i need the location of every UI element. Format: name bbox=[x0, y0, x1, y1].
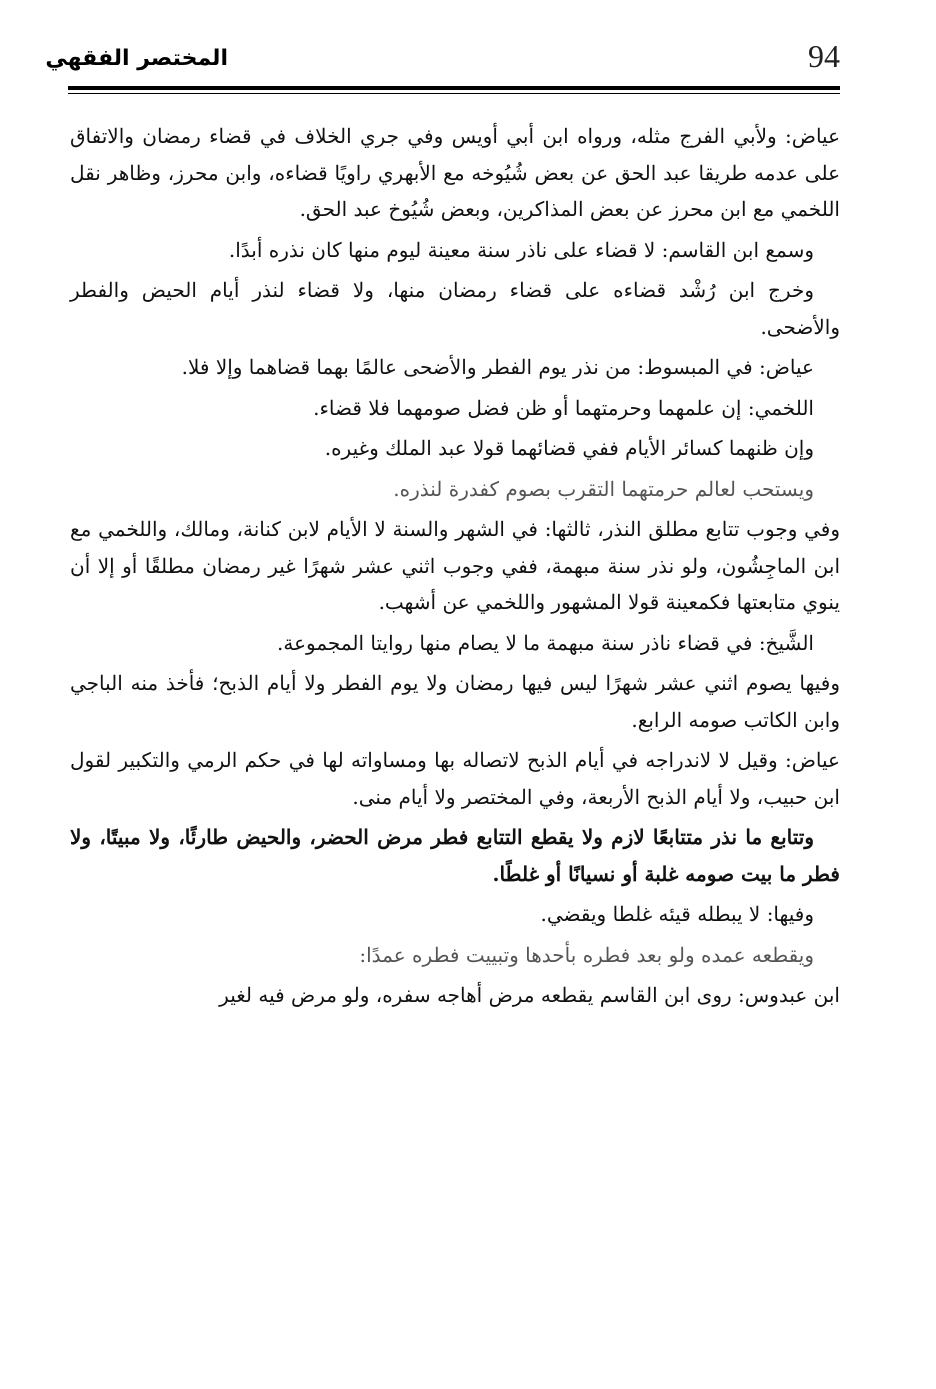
paragraph: وفيها: لا يبطله قيئه غلطا ويقضي. bbox=[540, 902, 814, 926]
body-text bbox=[70, 118, 840, 1018]
header-rule-thin bbox=[68, 93, 840, 94]
header-rule-thick bbox=[68, 86, 840, 90]
running-title: المختصر الفقهي bbox=[45, 46, 228, 71]
paragraph: ويستحب لعالم حرمتهما التقرب بصوم كفدرة لنذره. bbox=[393, 476, 814, 501]
paragraph: ابن عبدوس: روى ابن القاسم يقطعه مرض أهاجه سفره، ولو مرض فيه لغير bbox=[219, 983, 840, 1007]
paragraph: وسمع ابن القاسم: لا قضاء على ناذر سنة معينة ليوم منها كان نذره أبدًا. bbox=[228, 237, 814, 262]
paragraph: عياض: ولأبي الفرج مثله، ورواه ابن أبي أويس وفي جري الخلاف في قضاء رمضان والاتفاق على عدمه طريقا عبد الحق عن بعض شُيُوخه مع الأبهري راويًا قضاءه، وابن محرز، وظاهر نقل اللخمي مع ابن محرز عن بعض المذاكرين، وبعض شُيُوخ عبد الحق. bbox=[70, 124, 840, 221]
paragraph: عياض: وقيل لا لاندراجه في أيام الذبح لاتصاله بها ومساواته لها في حكم الرمي والتكبير لقول ابن حبيب، ولا أيام الذبح الأربعة، وفي المختصر ولا أيام منى. bbox=[70, 748, 840, 809]
paragraph: اللخمي: إن علمهما وحرمتهما أو ظن فضل صومهما فلا قضاء. bbox=[313, 395, 814, 420]
paragraph: عياض: في المبسوط: من نذر يوم الفطر والأضحى عالمًا بهما قضاهما وإلا فلا. bbox=[181, 355, 814, 379]
paragraph: وفيها يصوم اثني عشر شهرًا ليس فيها رمضان ولا يوم الفطر ولا أيام الذبح؛ فأخذ منه الباجي وابن الكاتب صومه الرابع. bbox=[70, 671, 840, 732]
paragraph: وإن ظنهما كسائر الأيام ففي قضائهما قولا عبد الملك وغيره. bbox=[324, 436, 814, 460]
paragraph: وفي وجوب تتابع مطلق النذر، ثالثها: في الشهر والسنة لا الأيام لابن كنانة، ومالك، واللخمي مع ابن الماجِشُون، ولو نذر سنة مبهمة، ففي وجوب اثني عشر شهرًا غير رمضان مطلقًا أو إلا أن ينوي متابعتها فكمعينة قولا المشهور واللخمي عن أشهب. bbox=[70, 517, 840, 614]
paragraph-bold: وتتابع ما نذر متتابعًا لازم ولا يقطع التتابع فطر مرض الحضر، والحيض طارئًا، ولا مبيتًا، ولا فطر ما بيت صومه غلبة أو نسيانًا أو غلطًا. bbox=[70, 825, 840, 886]
paragraph: الشَّيخ: في قضاء ناذر سنة مبهمة ما لا يصام منها روايتا المجموعة. bbox=[277, 630, 814, 655]
paragraph: وخرج ابن رُشْد قضاءه على قضاء رمضان منها، ولا قضاء لنذر أيام الحيض والفطر والأضحى. bbox=[70, 278, 840, 339]
paragraph: ويقطعه عمده ولو بعد فطره بأحدها وتبييت فطره عمدًا: bbox=[359, 942, 814, 967]
page-number: 94 bbox=[808, 38, 840, 74]
